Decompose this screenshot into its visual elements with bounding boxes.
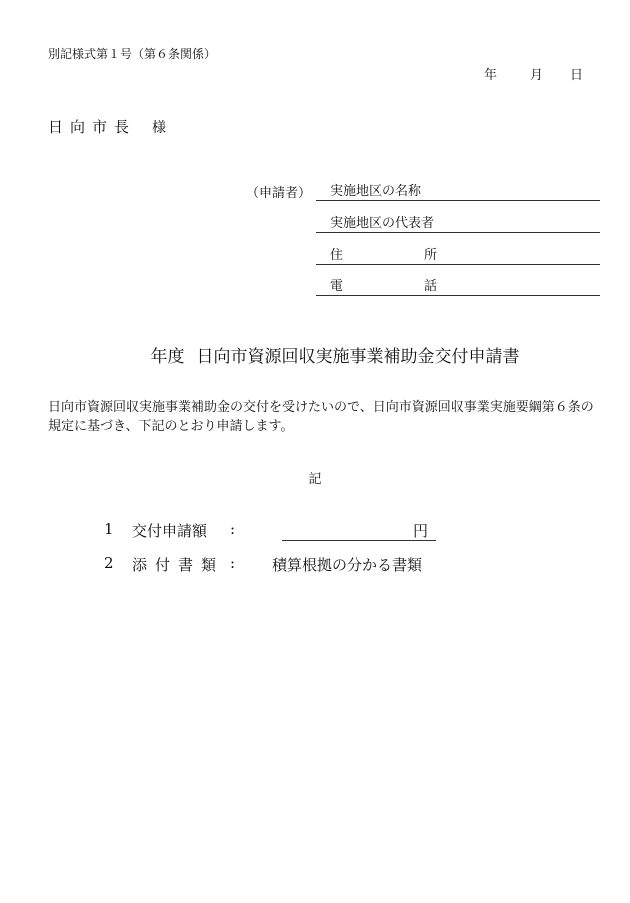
item-colon: :	[230, 520, 236, 538]
ki-heading: 記	[308, 472, 322, 487]
item-number: 2	[104, 554, 114, 572]
district-representative-field[interactable]	[316, 210, 600, 233]
district-name-label: 実施地区の名称	[330, 184, 422, 199]
address-label-part1: 住	[330, 248, 344, 263]
title-main: 日向市資源回収実施事業補助金交付申請書	[196, 347, 520, 367]
addressee	[48, 116, 166, 137]
applicant-label: （申請者）	[246, 186, 312, 201]
item-value: 積算根拠の分かる書類	[272, 556, 423, 574]
phone-label-part1: 電	[330, 279, 344, 294]
date-month-label: 月	[530, 68, 544, 83]
amount-input-line[interactable]	[282, 520, 436, 541]
document-title	[0, 342, 630, 367]
phone-field[interactable]	[316, 273, 600, 296]
item-label: 添付書類	[132, 556, 225, 574]
form-number: 別記様式第１号（第６条関係）	[48, 47, 217, 61]
item-number: 1	[104, 520, 114, 538]
body-text: 日向市資源回収実施事業補助金の交付を受けたいので、日向市資源回収事業実施要綱第６条の規定に基づき、下記のとおり申請します。	[48, 400, 594, 434]
date-year-label: 年	[484, 68, 498, 83]
title-year-label: 年度	[150, 347, 185, 367]
date-day-label: 日	[570, 68, 584, 83]
address-label-part2: 所	[424, 248, 438, 263]
amount-unit: 円	[412, 522, 428, 540]
district-representative-label: 実施地区の代表者	[330, 216, 435, 231]
item-label: 交付申請額	[132, 522, 208, 540]
district-name-field[interactable]	[316, 178, 600, 201]
addressee-honorific: 様	[152, 120, 167, 136]
item-colon: :	[230, 554, 236, 572]
addressee-name: 日向市長	[48, 118, 137, 136]
phone-label-part2: 話	[424, 279, 438, 294]
address-field[interactable]	[316, 242, 600, 265]
